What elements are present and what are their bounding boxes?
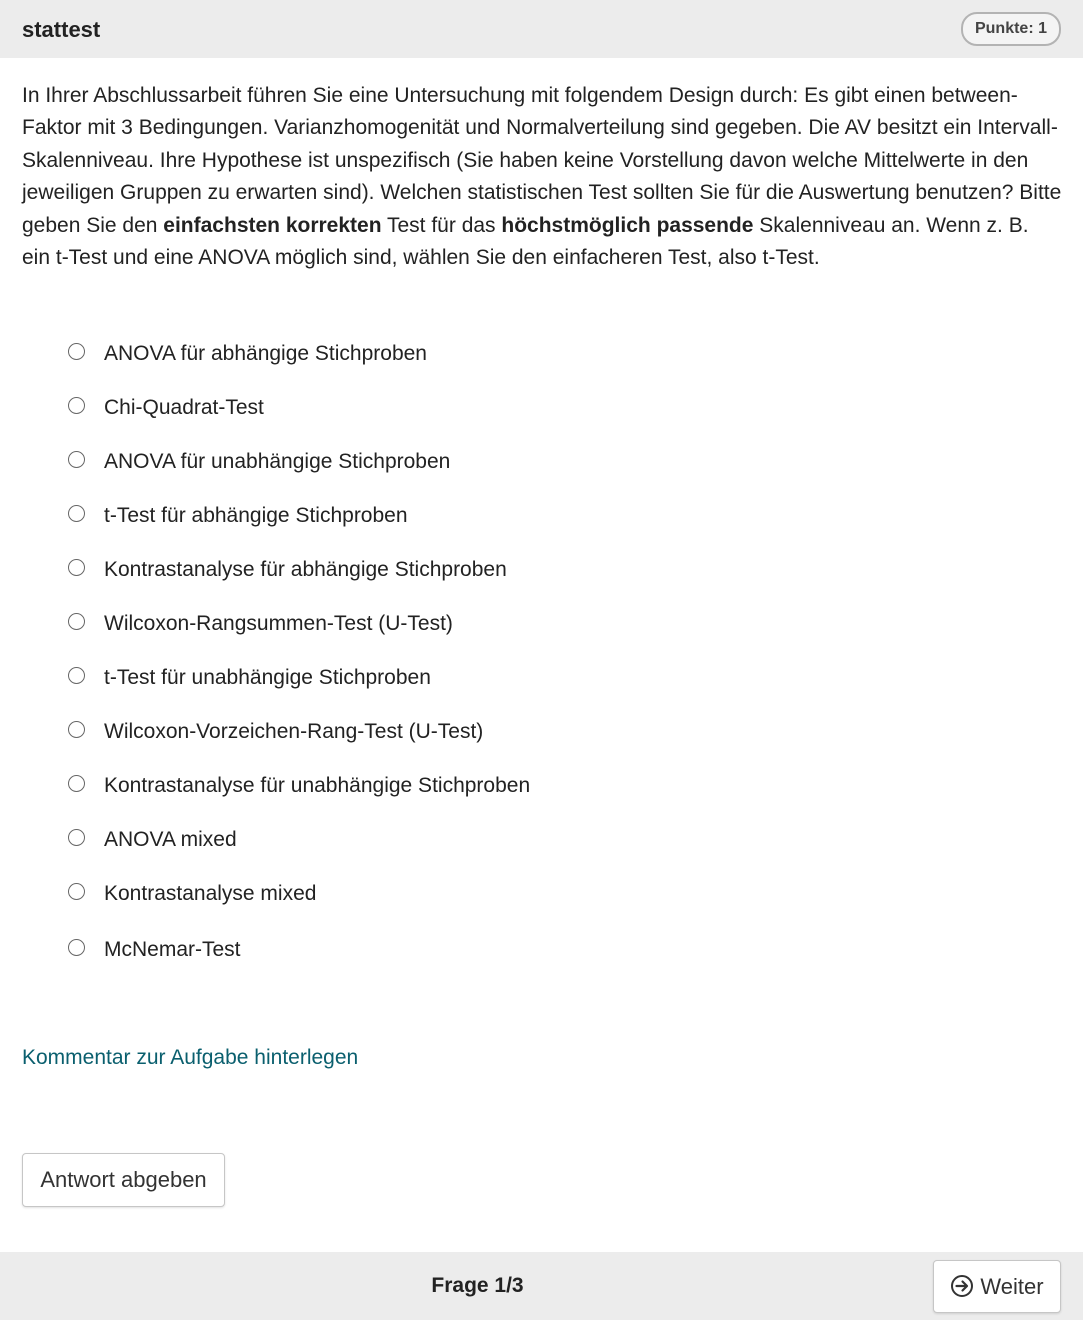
radio-button[interactable] (68, 775, 85, 792)
answer-option[interactable] (66, 388, 966, 428)
answer-option-label[interactable]: Chi-Quadrat-Test (104, 396, 264, 419)
question-text-part: Test für das (381, 213, 502, 237)
submit-answer-button[interactable]: Antwort abgeben (22, 1153, 225, 1207)
answer-option[interactable] (66, 658, 966, 698)
radio-button[interactable] (68, 721, 85, 738)
answer-option[interactable] (66, 334, 966, 374)
header-bar (0, 0, 1083, 58)
radio-button[interactable] (68, 343, 85, 360)
answer-option-label[interactable]: ANOVA für unabhängige Stichproben (104, 450, 451, 473)
radio-button[interactable] (68, 667, 85, 684)
arrow-circle-right-icon (950, 1274, 974, 1298)
answer-option-label[interactable]: ANOVA mixed (104, 828, 237, 851)
page-title: stattest (22, 17, 101, 42)
answer-option[interactable] (66, 442, 966, 482)
radio-button[interactable] (68, 829, 85, 846)
radio-button[interactable] (68, 939, 85, 956)
radio-button[interactable] (68, 505, 85, 522)
question-emphasis-simplest: einfachsten korrekten (163, 213, 382, 237)
radio-button[interactable] (68, 613, 85, 630)
answer-option-label[interactable]: t-Test für unabhängige Stichproben (104, 666, 431, 689)
answer-option-label[interactable]: Wilcoxon-Rangsummen-Test (U-Test) (104, 612, 453, 635)
next-button[interactable] (933, 1260, 1061, 1313)
answer-option-label[interactable]: Kontrastanalyse für abhängige Stichproben (104, 558, 507, 581)
answer-option-label[interactable]: Wilcoxon-Vorzeichen-Rang-Test (U-Test) (104, 720, 484, 743)
radio-button[interactable] (68, 883, 85, 900)
answer-option[interactable] (66, 930, 966, 970)
question-text-part: In Ihrer Abschlussarbeit führen Sie eine Untersuchung mit folgendem Design durch: Es gibt einen between-Faktor mit 3 Bedingungen. Varianzhomogenität und Normalverteilung sind gegeben. Die AV besitzt ein Intervall-Skalenniveau. Ihre Hypothese ist unspezifisch (Sie haben keine Vorstellung davon welche Mittelwerte in den jeweiligen Gruppen zu erwarten sind). Welchen statistischen Test sollten Sie für die Auswertung benutzen? Bitte geben Sie den (22, 84, 1062, 237)
radio-button[interactable] (68, 451, 85, 468)
answer-option-label[interactable]: t-Test für abhängige Stichproben (104, 504, 408, 527)
radio-button[interactable] (68, 397, 85, 414)
answer-option[interactable] (66, 820, 966, 860)
answer-option[interactable] (66, 874, 966, 914)
points-badge: Punkte: 1 (961, 12, 1061, 46)
comment-link[interactable]: Kommentar zur Aufgabe hinterlegen (22, 1046, 359, 1069)
question-counter: Frage 1/3 (431, 1274, 524, 1297)
answer-option-label[interactable]: McNemar-Test (104, 938, 241, 961)
answer-option-label[interactable]: ANOVA für abhängige Stichproben (104, 342, 427, 365)
footer-bar (0, 1252, 1083, 1320)
answer-option-label[interactable]: Kontrastanalyse für unabhängige Stichproben (104, 774, 531, 797)
answer-option[interactable] (66, 604, 966, 644)
answer-option[interactable] (66, 766, 966, 806)
answer-option[interactable] (66, 550, 966, 590)
radio-button[interactable] (68, 559, 85, 576)
question-text-part: Skalenniveau an. Wenn z. B. ein t-Test und eine ANOVA möglich sind, wählen Sie den einfacheren Test, also t-Test. (22, 213, 1029, 270)
answer-option[interactable] (66, 712, 966, 752)
answer-option[interactable] (66, 496, 966, 536)
next-button-label[interactable]: Weiter (980, 1273, 1044, 1299)
question-text (22, 80, 1062, 274)
question-emphasis-highest: höchstmöglich passende (501, 213, 754, 237)
answer-option-label[interactable]: Kontrastanalyse mixed (104, 882, 317, 905)
